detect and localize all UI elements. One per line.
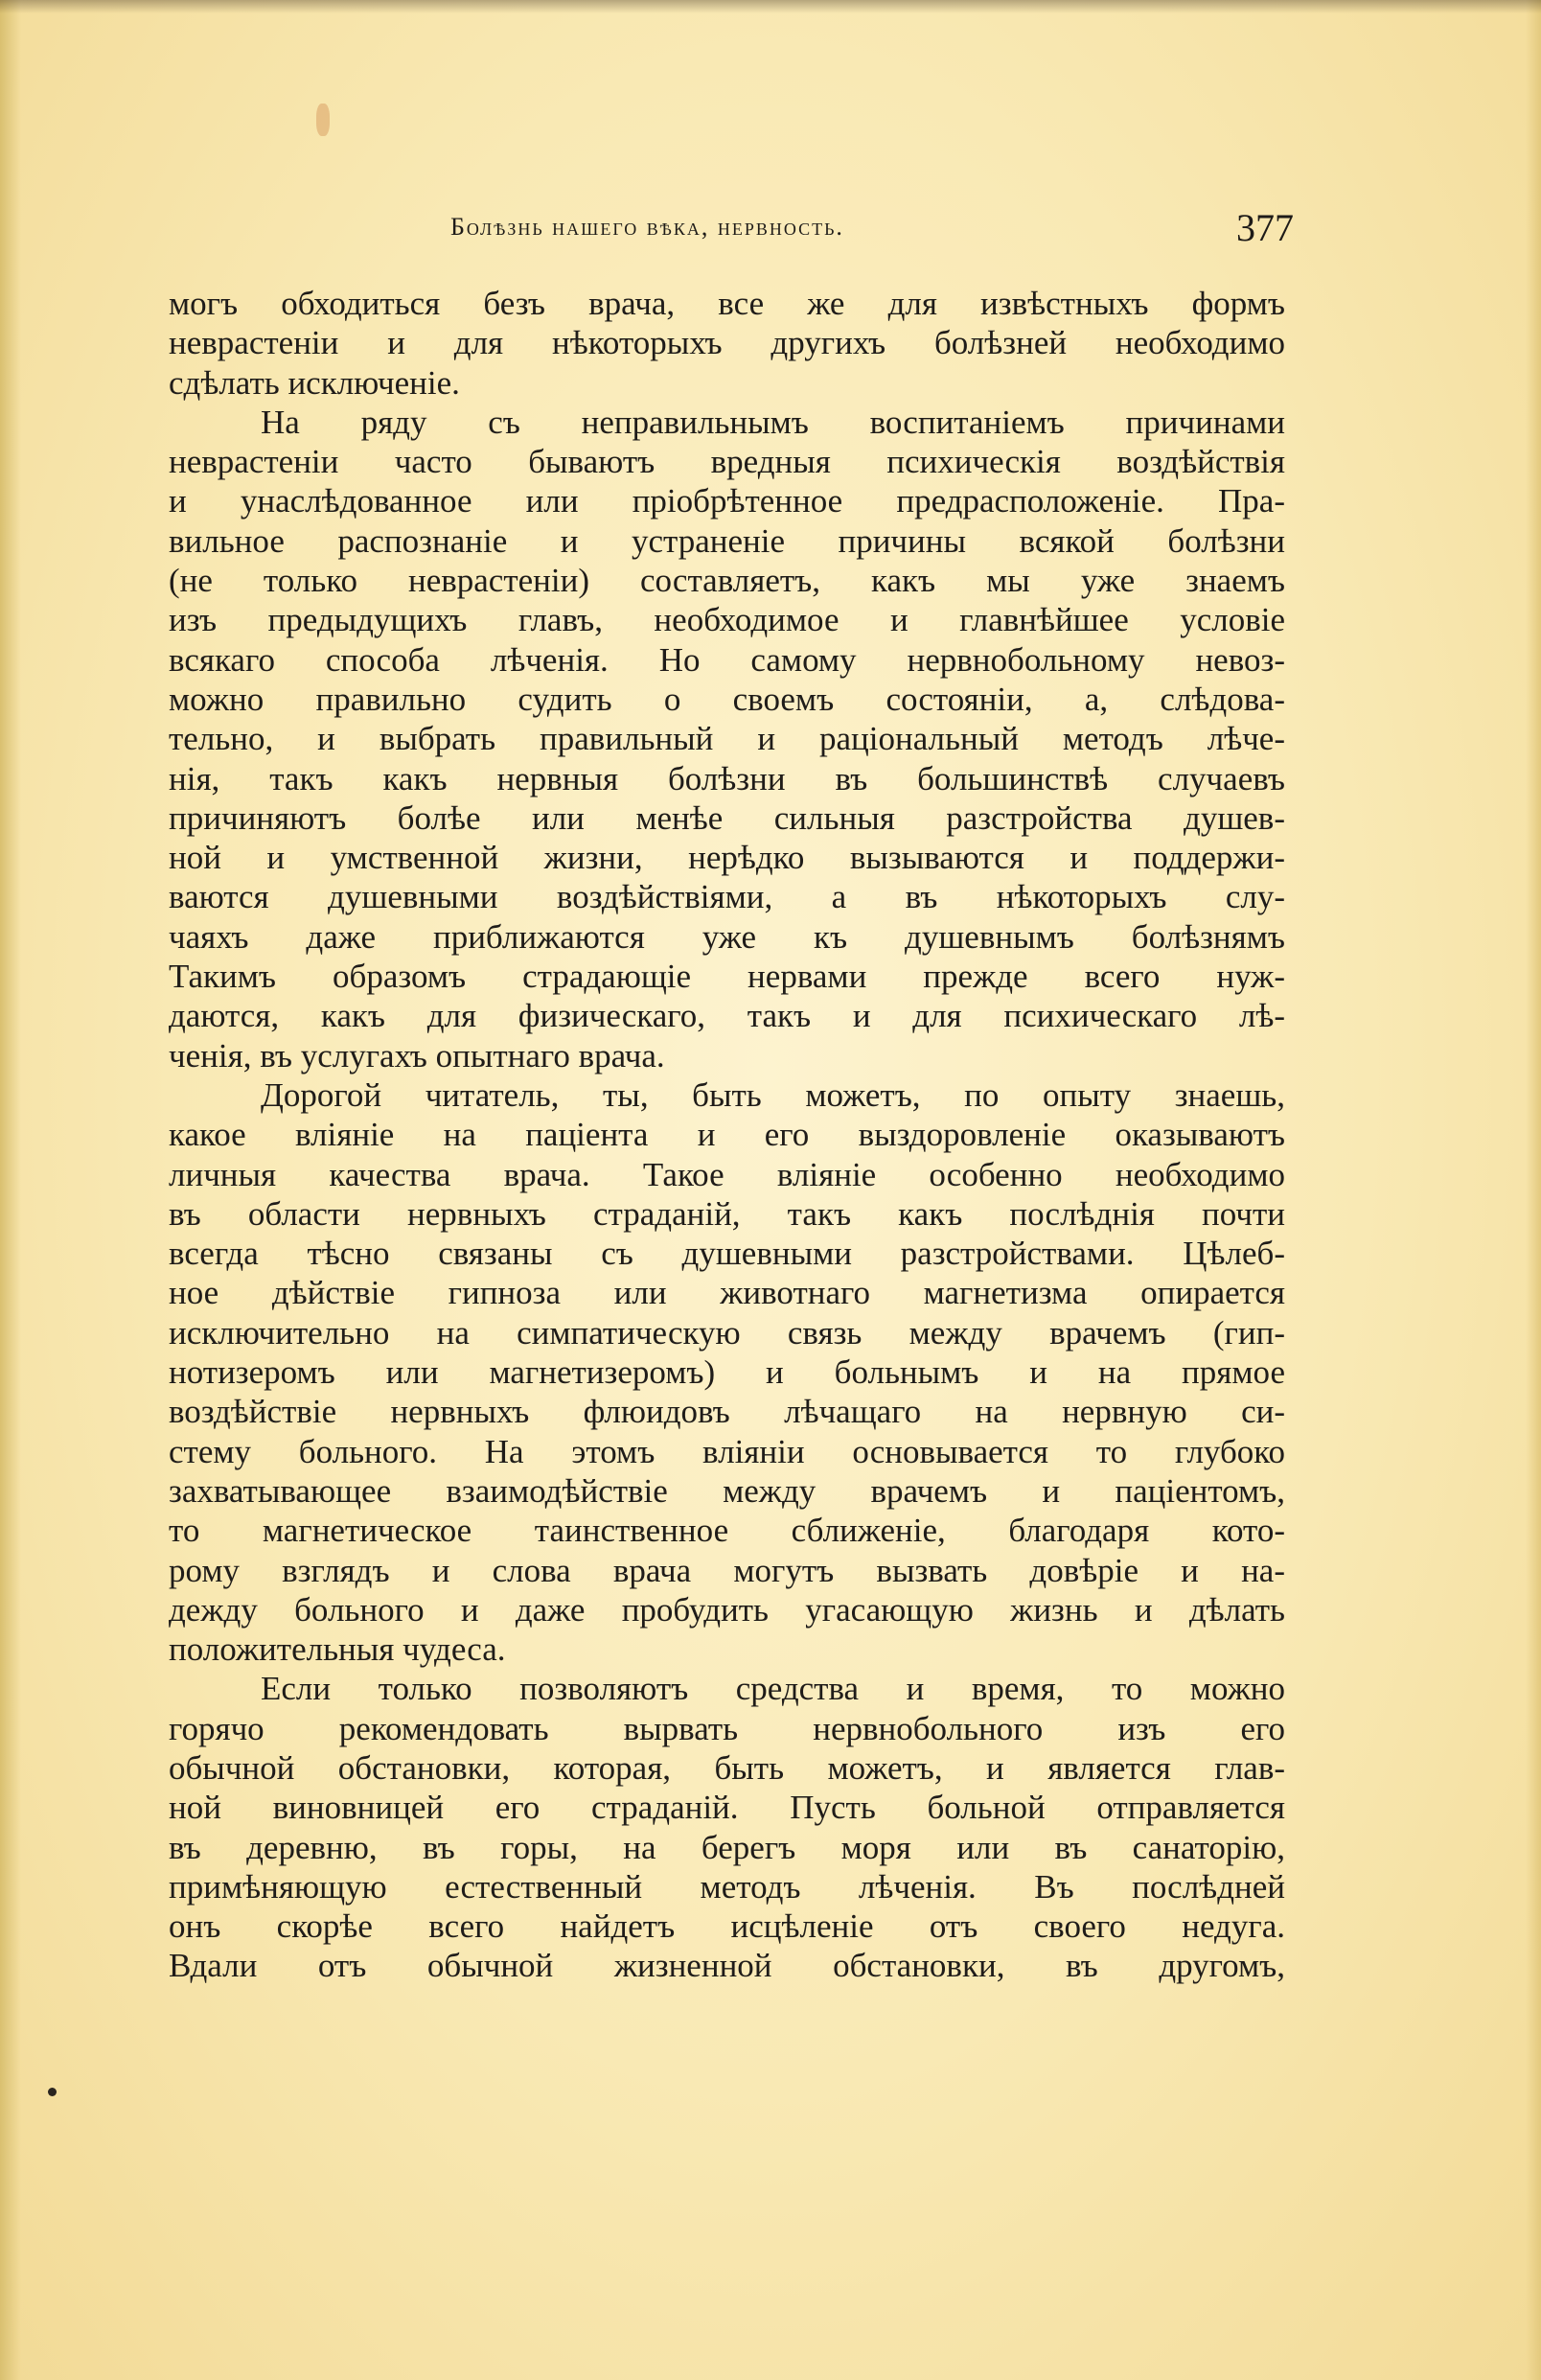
text-line: какое вліяніе на паціента и его выздоровленіе оказываютъ bbox=[169, 1116, 1285, 1154]
text-line: исключительно на симпатическую связь между врачемъ (гип- bbox=[169, 1313, 1285, 1352]
page-number: 377 bbox=[1236, 206, 1294, 249]
text-line: Такимъ образомъ страдающіе нервами прежде всего нуж- bbox=[169, 958, 1285, 996]
text-line: ченія, въ услугахъ опытнаго врача. bbox=[169, 1036, 665, 1074]
text-line: и унаслѣдованное или пріобрѣтенное предрасположеніе. Пра- bbox=[169, 482, 1285, 520]
ink-blot bbox=[316, 104, 330, 136]
body-text bbox=[169, 284, 1285, 1986]
text-line: причиняютъ болѣе или менѣе сильныя разстройства душев- bbox=[169, 798, 1285, 837]
running-head: Болѣзнь нашего вѣка, нервность. bbox=[450, 213, 844, 241]
text-line: даются, какъ для физическаго, такъ и для психическаго лѣ- bbox=[169, 997, 1285, 1035]
text-line: положительныя чудеса. bbox=[169, 1630, 506, 1669]
text-line: (не только неврастеніи) составляетъ, какъ мы уже знаемъ bbox=[169, 562, 1285, 600]
text-line: чаяхъ даже приближаются уже къ душевнымъ болѣзнямъ bbox=[169, 917, 1285, 956]
text-line: всякаго способа лѣченія. Но самому нервнобольному невоз- bbox=[169, 640, 1285, 679]
text-line: ной виновницей его страданій. Пусть больной отправляется bbox=[169, 1789, 1285, 1827]
text-line: На ряду съ неправильнымъ воспитаніемъ причинами bbox=[261, 403, 1285, 441]
text-line: стему больного. На этомъ вліяніи основывается то глубоко bbox=[169, 1432, 1285, 1470]
text-line: могъ обходиться безъ врача, все же для извѣстныхъ формъ bbox=[169, 285, 1285, 322]
text-line: неврастеніи и для нѣкоторыхъ другихъ болѣзней необходимо bbox=[169, 324, 1285, 362]
text-line: сдѣлать исключеніе. bbox=[169, 363, 460, 402]
text-line: изъ предыдущихъ главъ, необходимое и главнѣйшее условіе bbox=[169, 601, 1285, 639]
text-line: Вдали отъ обычной жизненной обстановки, въ другомъ, bbox=[169, 1947, 1285, 1985]
text-line: можно правильно судить о своемъ состояніи, а, слѣдова- bbox=[169, 680, 1285, 718]
text-line: дежду больного и даже пробудить угасающую жизнь и дѣлать bbox=[169, 1590, 1285, 1629]
text-line: захватывающее взаимодѣйствіе между врачемъ и паціентомъ, bbox=[169, 1471, 1285, 1510]
text-line: неврастеніи часто бываютъ вредныя психическія воздѣйствія bbox=[169, 443, 1285, 481]
text-line: нотизеромъ или магнетизеромъ) и больнымъ и на прямое bbox=[169, 1353, 1285, 1392]
page-edge-top bbox=[0, 0, 1541, 13]
margin-dot bbox=[48, 2088, 57, 2096]
text-line: Если только позволяютъ средства и время, то можно bbox=[261, 1670, 1285, 1708]
text-line: нія, такъ какъ нервныя болѣзни въ большинствѣ случаевъ bbox=[169, 759, 1285, 797]
text-line: тельно, и выбрать правильный и раціональный методъ лѣче- bbox=[169, 720, 1285, 758]
text-line: вильное распознаніе и устраненіе причины всякой болѣзни bbox=[169, 521, 1285, 560]
text-line: Дорогой читатель, ты, быть можетъ, по опыту знаешь, bbox=[261, 1075, 1285, 1114]
text-line: воздѣйствіе нервныхъ флюидовъ лѣчащаго на нервную си- bbox=[169, 1393, 1285, 1431]
text-line: горячо рекомендовать вырвать нервнобольного изъ его bbox=[169, 1709, 1285, 1747]
text-line: въ деревню, въ горы, на берегъ моря или въ санаторію, bbox=[169, 1828, 1285, 1866]
page-edge-left bbox=[0, 0, 21, 2380]
text-line: рому взглядъ и слова врача могутъ вызвать довѣріе и на- bbox=[169, 1551, 1285, 1589]
text-line: примѣняющую естественный методъ лѣченія. Въ послѣдней bbox=[169, 1867, 1285, 1906]
text-line: онъ скорѣе всего найдетъ исцѣленіе отъ своего недуга. bbox=[169, 1907, 1285, 1946]
text-line: всегда тѣсно связаны съ душевными разстройствами. Цѣлеб- bbox=[169, 1235, 1285, 1273]
text-line: обычной обстановки, которая, быть можетъ, и является глав- bbox=[169, 1748, 1285, 1787]
text-line: то магнетическое таинственное сближеніе, благодаря кото- bbox=[169, 1512, 1285, 1550]
text-line: въ области нервныхъ страданій, такъ какъ послѣднія почти bbox=[169, 1194, 1285, 1233]
text-line: ваются душевными воздѣйствіями, а въ нѣкоторыхъ слу- bbox=[169, 878, 1285, 916]
text-line: ное дѣйствіе гипноза или животнаго магнетизма опирается bbox=[169, 1274, 1285, 1312]
text-line: ной и умственной жизни, нерѣдко вызываются и поддержи- bbox=[169, 839, 1285, 877]
page-edge-right bbox=[1526, 0, 1541, 2380]
text-line: личныя качества врача. Такое вліяніе особенно необходимо bbox=[169, 1155, 1285, 1193]
